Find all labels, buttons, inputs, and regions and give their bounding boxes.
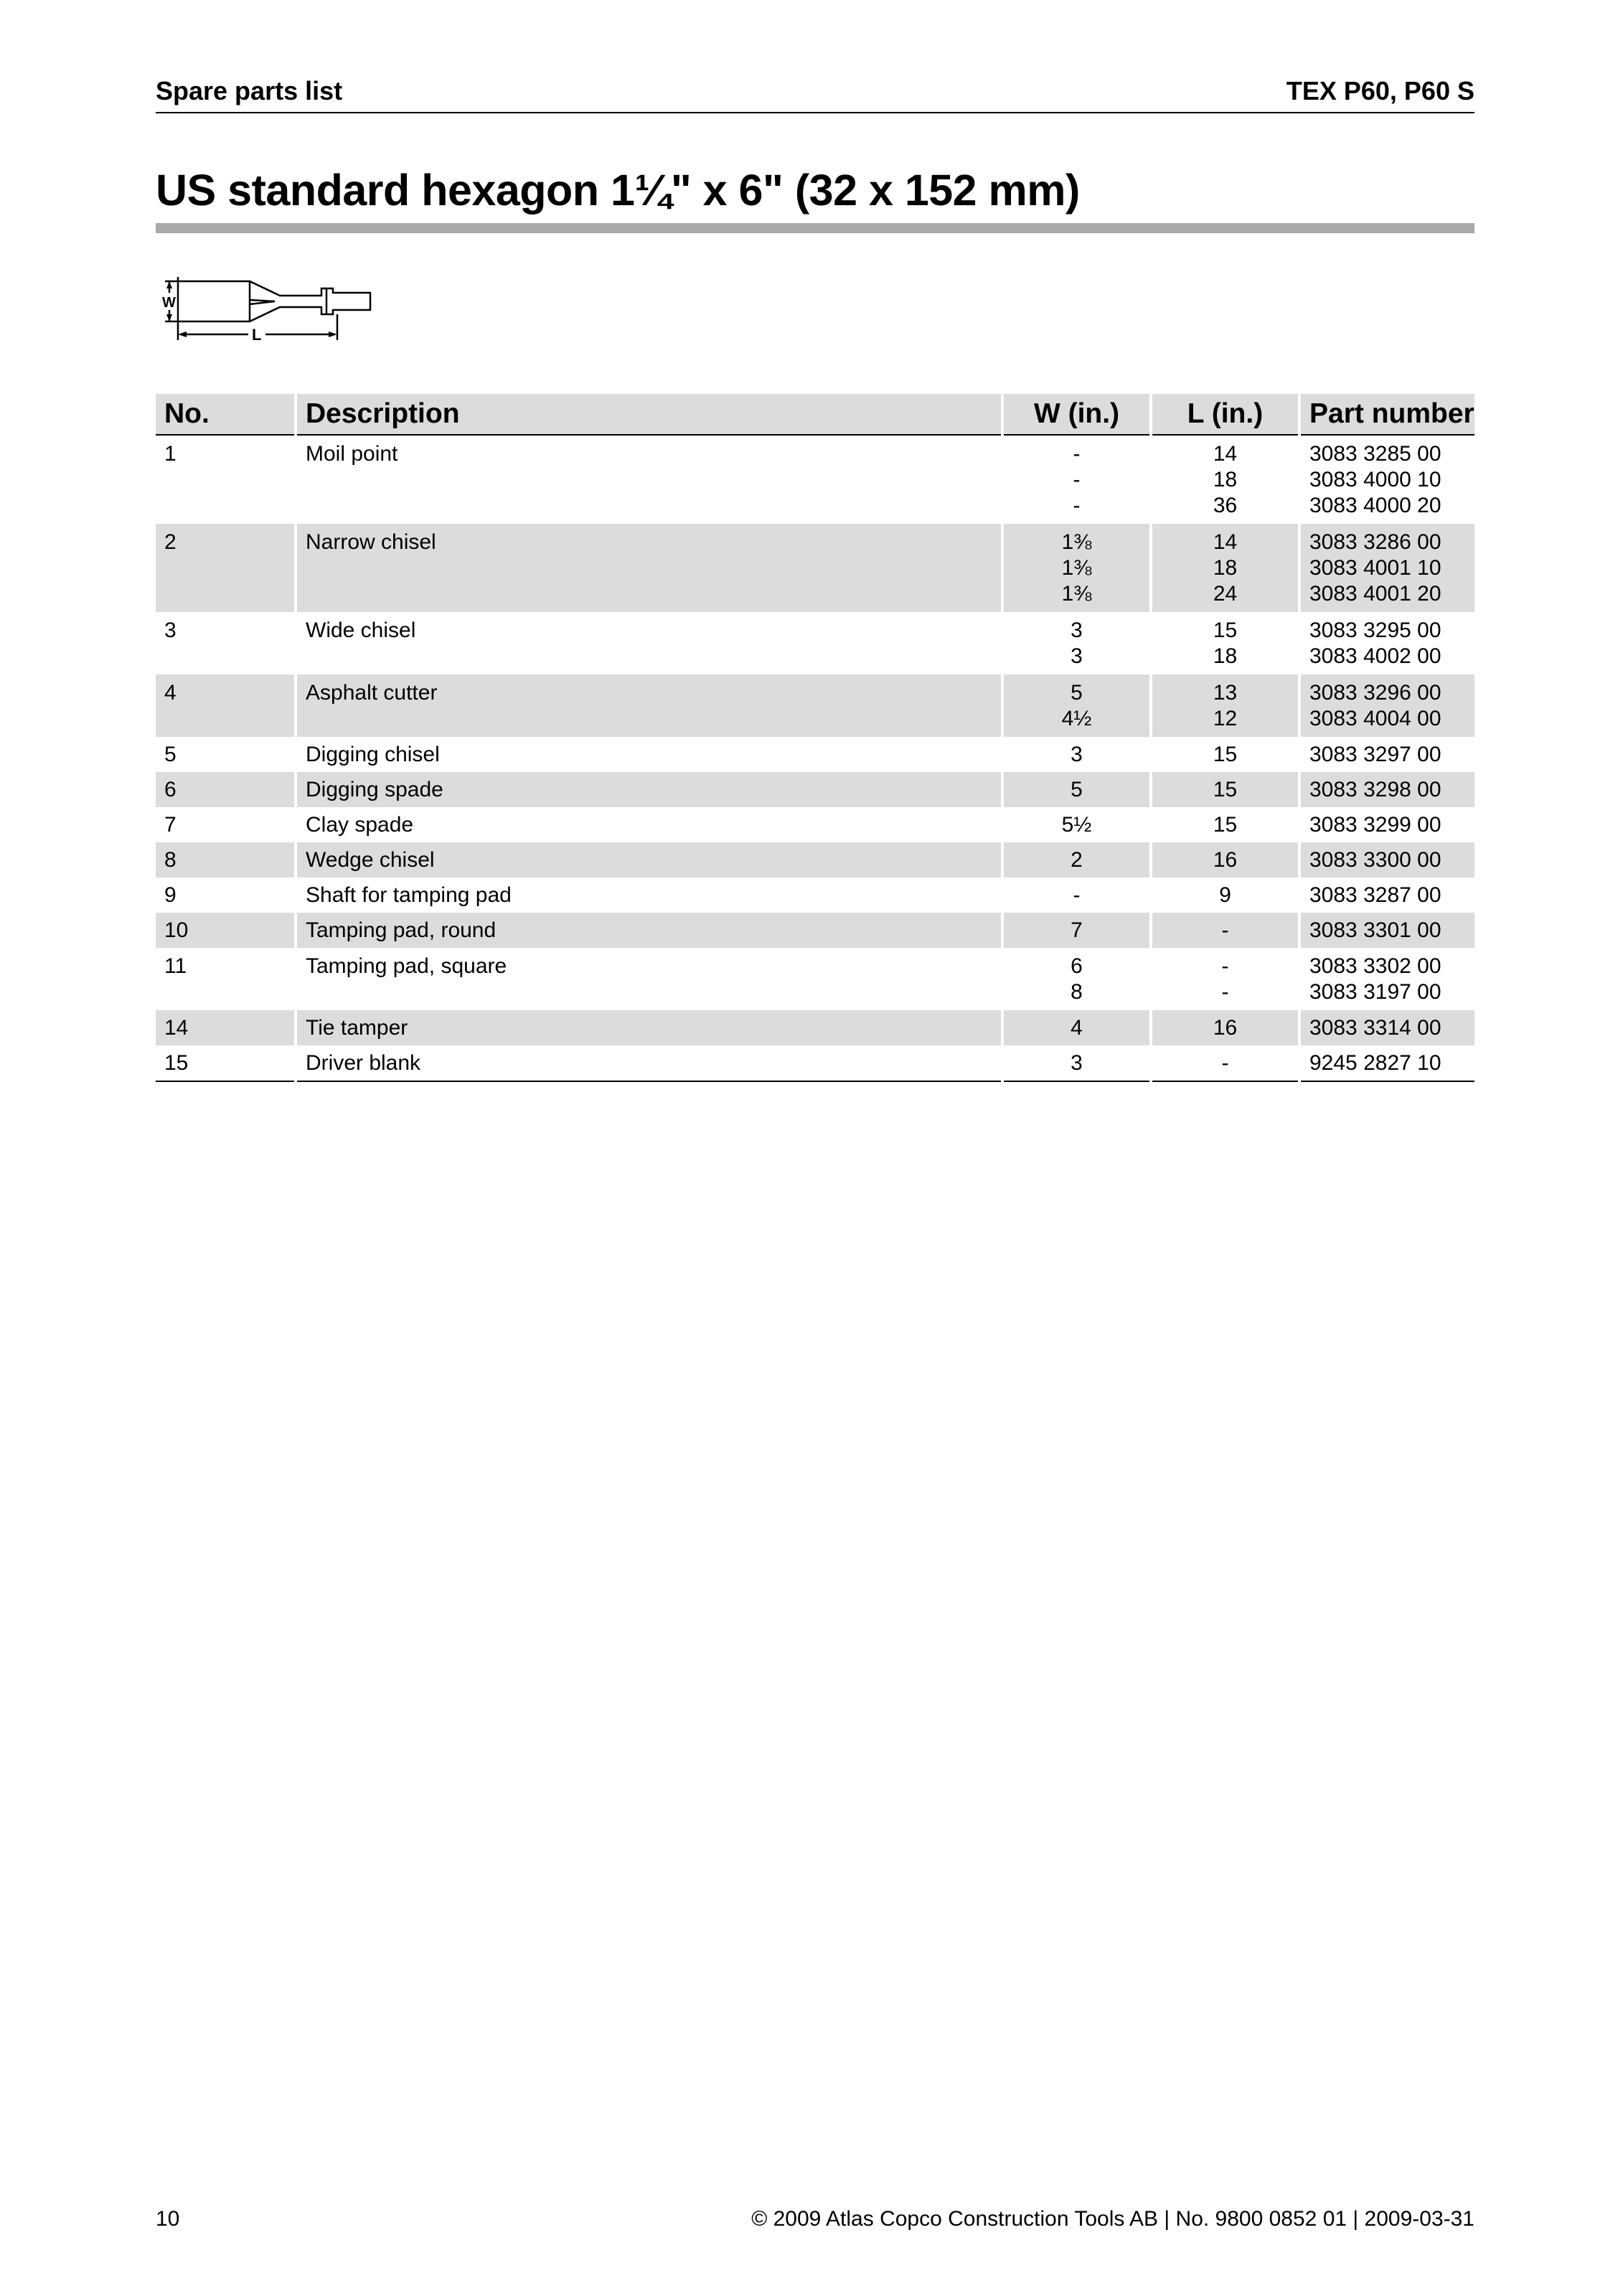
spare-parts-table [156, 394, 1474, 1082]
cell-w [1002, 435, 1151, 524]
cell-description: Moil point [296, 435, 1002, 524]
cell-l [1151, 948, 1299, 1010]
cell-part-number [1299, 1010, 1474, 1045]
cell-part-number-line: 3083 3285 00 [1309, 442, 1441, 466]
cell-part-number-line: 3083 3197 00 [1309, 980, 1441, 1004]
page-title: US standard hexagon 1¼" x 6" (32 x 152 mm) [156, 166, 1080, 215]
cell-l-line: 15 [1213, 618, 1238, 642]
cell-l [1151, 913, 1299, 948]
cell-part-number [1299, 948, 1474, 1010]
cell-no: 6 [156, 772, 296, 807]
cell-l-line: 18 [1213, 644, 1238, 668]
cell-w-line: 1⅜ [1061, 556, 1092, 580]
cell-description: Asphalt cutter [296, 674, 1002, 737]
cell-l-line: - [1221, 954, 1229, 978]
cell-part-number [1299, 913, 1474, 948]
cell-description: Driver blank [296, 1045, 1002, 1081]
cell-description: Narrow chisel [296, 524, 1002, 612]
table-row [156, 948, 1474, 1010]
table-row [156, 842, 1474, 878]
cell-description: Digging spade [296, 772, 1002, 807]
cell-l-line: 15 [1213, 813, 1238, 837]
cell-no: 1 [164, 442, 177, 466]
cell-part-number-line: 3083 3297 00 [1309, 743, 1441, 766]
cell-l [1151, 807, 1299, 842]
cell-part-number-line: 3083 4004 00 [1309, 707, 1441, 730]
cell-part-number-line: 3083 3299 00 [1309, 813, 1441, 837]
cell-w-line: 2 [1071, 848, 1083, 872]
cell-w-line: 4 [1071, 1016, 1083, 1040]
cell-l-line: 14 [1213, 530, 1238, 554]
cell-description: Tamping pad, round [296, 913, 1002, 948]
cell-w-line: 3 [1071, 1051, 1083, 1075]
cell-no: 5 [164, 743, 177, 766]
table-row [156, 1010, 1474, 1045]
cell-w-line: 8 [1071, 980, 1083, 1004]
cell-no: 3 [164, 618, 177, 642]
cell-part-number-line: 9245 2827 10 [1309, 1051, 1441, 1075]
cell-w-line: 5 [1071, 681, 1083, 705]
cell-part-number [1299, 737, 1474, 772]
cell-l-line: - [1221, 980, 1229, 1004]
cell-w-line: 7 [1071, 918, 1083, 942]
page-number: 10 [156, 2207, 180, 2231]
header-doc-type: Spare parts list [156, 76, 343, 105]
cell-w [1002, 772, 1151, 807]
table-row [156, 435, 1474, 524]
cell-w [1002, 612, 1151, 674]
table-row [156, 807, 1474, 842]
tool-dimension-diagram [156, 271, 386, 346]
cell-l-line: 13 [1213, 681, 1238, 705]
cell-part-number-line: 3083 4002 00 [1309, 644, 1441, 668]
cell-part-number [1299, 842, 1474, 878]
cell-description: Wide chisel [296, 612, 1002, 674]
cell-w [1002, 807, 1151, 842]
cell-l [1151, 842, 1299, 878]
cell-description: Tamping pad, square [296, 948, 1002, 1010]
cell-w-line: 3 [1071, 618, 1083, 642]
cell-part-number-line: 3083 4000 10 [1309, 468, 1441, 491]
cell-part-number [1299, 612, 1474, 674]
table-row [156, 772, 1474, 807]
cell-description: Wedge chisel [296, 842, 1002, 878]
cell-l [1151, 524, 1299, 612]
table-row [156, 737, 1474, 772]
cell-l [1151, 1010, 1299, 1045]
diagram-l-label: L [252, 326, 262, 344]
cell-w [1002, 842, 1151, 878]
cell-part-number-line: 3083 3302 00 [1309, 954, 1441, 978]
cell-l-line: 15 [1213, 778, 1238, 801]
cell-w-line: 5½ [1061, 813, 1092, 837]
cell-no: 7 [164, 813, 177, 837]
cell-l-line: 15 [1213, 743, 1238, 766]
cell-description: Clay spade [296, 807, 1002, 842]
col-header-w: W (in.) [1002, 394, 1151, 435]
table-row [156, 878, 1474, 913]
cell-w [1002, 737, 1151, 772]
cell-w-line: - [1073, 442, 1081, 466]
cell-w-line: 1⅜ [1061, 582, 1092, 606]
cell-w [1002, 878, 1151, 913]
cell-part-number-line: 3083 4001 20 [1309, 582, 1441, 606]
cell-l-line: 18 [1213, 468, 1238, 491]
cell-l [1151, 674, 1299, 737]
cell-no: 2 [156, 524, 296, 612]
cell-description: Shaft for tamping pad [296, 878, 1002, 913]
cell-description: Tie tamper [296, 1010, 1002, 1045]
cell-no: 10 [156, 913, 296, 948]
col-header-part-number: Part number [1299, 394, 1474, 435]
cell-l-line: 9 [1219, 883, 1231, 907]
cell-part-number [1299, 772, 1474, 807]
cell-part-number [1299, 524, 1474, 612]
cell-l [1151, 772, 1299, 807]
title-underline-bar [156, 223, 1474, 233]
cell-w [1002, 674, 1151, 737]
cell-w [1002, 1045, 1151, 1081]
table-row [156, 913, 1474, 948]
cell-l-line: - [1221, 1051, 1229, 1075]
cell-l [1151, 612, 1299, 674]
cell-no: 8 [156, 842, 296, 878]
cell-part-number-line: 3083 3296 00 [1309, 681, 1441, 705]
table-row [156, 524, 1474, 612]
cell-part-number-line: 3083 4001 10 [1309, 556, 1441, 580]
cell-part-number-line: 3083 4000 20 [1309, 494, 1441, 517]
cell-no: 14 [156, 1010, 296, 1045]
table-row [156, 674, 1474, 737]
table-body [156, 435, 1474, 1081]
cell-part-number-line: 3083 3286 00 [1309, 530, 1441, 554]
cell-w-line: 3 [1071, 644, 1083, 668]
cell-w-line: 1⅜ [1061, 530, 1092, 554]
cell-part-number-line: 3083 3314 00 [1309, 1016, 1441, 1040]
cell-l [1151, 1045, 1299, 1081]
cell-w [1002, 913, 1151, 948]
cell-l-line: 16 [1213, 848, 1238, 872]
cell-description: Digging chisel [296, 737, 1002, 772]
table-header-row [156, 394, 1474, 435]
header-model: TEX P60, P60 S [1286, 76, 1474, 105]
cell-no: 9 [164, 883, 177, 907]
cell-part-number-line: 3083 3301 00 [1309, 918, 1441, 942]
cell-part-number-line: 3083 3298 00 [1309, 778, 1441, 801]
cell-w-line: 4½ [1061, 707, 1092, 730]
cell-part-number [1299, 674, 1474, 737]
cell-w-line: 5 [1071, 778, 1083, 801]
cell-w [1002, 1010, 1151, 1045]
cell-part-number [1299, 878, 1474, 913]
table-row [156, 1045, 1474, 1081]
cell-l-line: 24 [1213, 582, 1238, 606]
cell-no: 11 [164, 954, 187, 978]
cell-part-number-line: 3083 3287 00 [1309, 883, 1441, 907]
cell-w-line: 6 [1071, 954, 1083, 978]
col-header-description: Description [296, 394, 1002, 435]
cell-w [1002, 524, 1151, 612]
cell-l [1151, 435, 1299, 524]
cell-l-line: 36 [1213, 494, 1238, 517]
cell-l-line: 12 [1213, 707, 1238, 730]
cell-l-line: 18 [1213, 556, 1238, 580]
cell-l-line: 16 [1213, 1016, 1238, 1040]
cell-no: 4 [156, 674, 296, 737]
cell-w-line: - [1073, 468, 1081, 491]
cell-l-line: - [1221, 918, 1229, 942]
cell-part-number [1299, 1045, 1474, 1081]
footer-copyright: © 2009 Atlas Copco Construction Tools AB | No. 9800 0852 01 | 2009-03-31 [751, 2207, 1474, 2231]
header-rule [156, 112, 1474, 113]
cell-w-line: - [1073, 883, 1081, 907]
cell-w-line: 3 [1071, 743, 1083, 766]
cell-no: 15 [156, 1045, 296, 1081]
cell-part-number-line: 3083 3300 00 [1309, 848, 1441, 872]
cell-l [1151, 737, 1299, 772]
cell-w-line: - [1073, 494, 1081, 517]
cell-l [1151, 878, 1299, 913]
cell-part-number [1299, 807, 1474, 842]
cell-part-number [1299, 435, 1474, 524]
cell-l-line: 14 [1213, 442, 1238, 466]
col-header-l: L (in.) [1151, 394, 1299, 435]
table-row [156, 612, 1474, 674]
diagram-w-label: W [162, 295, 176, 311]
col-header-no: No. [156, 394, 296, 435]
cell-part-number-line: 3083 3295 00 [1309, 618, 1441, 642]
cell-w [1002, 948, 1151, 1010]
